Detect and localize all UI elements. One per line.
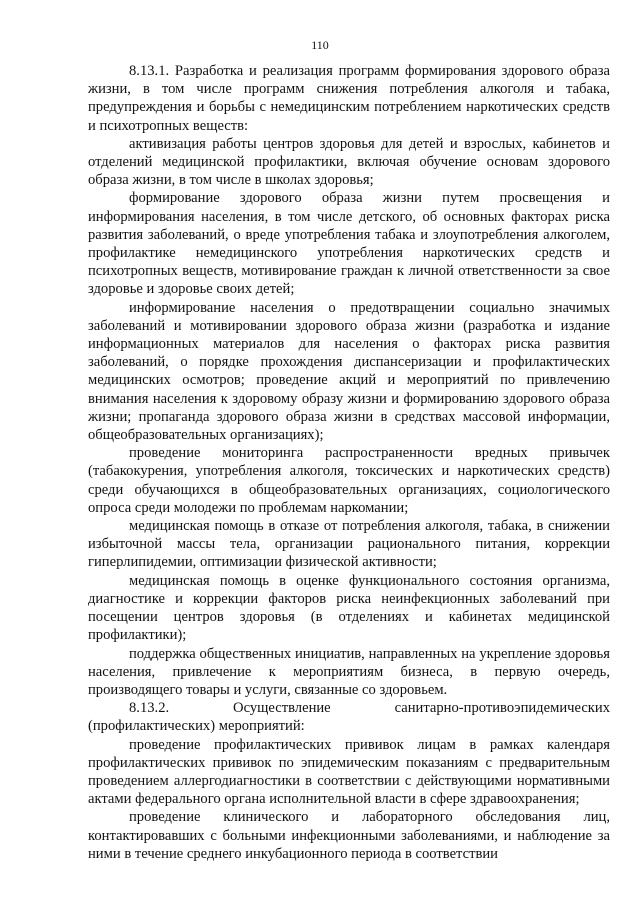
list-paragraph: активизация работы центров здоровья для детей и взрослых, кабинетов и отделений медицинской профилактики, включая обучение основам здорового образа жизни, в том числе в школах здоровья; — [88, 135, 610, 189]
list-paragraph: формирование здорового образа жизни путем просвещения и информирования населения, в том числе детского, об основных факторах риска развития заболеваний, о вреде употребления табака и злоупотребления алкоголем, профилактике немедицинского употребления наркотических средств и психотропных веществ, мотивирование граждан к личной ответственности за свое здоровье и здоровье своих детей; — [88, 190, 610, 298]
list-paragraph: медицинская помощь в оценке функционального состояния организма, диагностике и коррекции факторов риска неинфекционных заболеваний при посещении центров здоровья (в отделениях и кабинетах медицинской профилактики); — [88, 572, 610, 644]
document-body — [88, 62, 610, 863]
section-heading-8-13-2: 8.13.2. Осуществление санитарно-противоэпидемических (профилактических) мероприятий: — [88, 700, 610, 735]
section-heading-8-13-1: 8.13.1. Разработка и реализация программ формирования здорового образа жизни, в том числе программ снижения потребления алкоголя и табака, предупреждения и борьбы с немедицинским потреблением наркотических средств и психотропных веществ: — [88, 63, 610, 134]
list-paragraph: проведение мониторинга распространенности вредных привычек (табакокурения, употребления алкоголя, токсических и наркотических средств) среди обучающихся в общеобразовательных организациях, социологического опроса среди молодежи по проблемам наркомании; — [88, 445, 610, 516]
list-paragraph: поддержка общественных инициатив, направленных на укрепление здоровья населения, привлечение к мероприятиям бизнеса, в первую очередь, производящего товары и услуги, связанные со здоровьем. — [88, 645, 610, 698]
list-paragraph: медицинская помощь в отказе от потребления алкоголя, табака, в снижении избыточной массы тела, организации рационального питания, коррекции гиперлипидемии, оптимизации физической активности; — [88, 518, 610, 571]
list-paragraph: информирование населения о предотвращении социально значимых заболеваний и мотивировании здорового образа жизни (разработка и издание информационных материалов для населения о факторах риска развития заболеваний, о порядке прохождения диспансеризации и профилактических медицинских осмотров; проведение акций и мероприятий по привлечению внимания населения к здоровому образу жизни и формированию здорового образа жизни; пропаганда здорового образа жизни в средствах массовой информации, общеобразовательных организациях); — [88, 299, 610, 444]
page-number: 110 — [311, 38, 329, 52]
list-paragraph: проведение профилактических прививок лицам в рамках календаря профилактических прививок по эпидемическим показаниям с предварительным проведением аллергодиагностики в соответствии с действующими нормативными актами федерального органа исполнительной власти в сфере здравоохранения; — [88, 736, 610, 808]
list-paragraph: проведение клинического и лабораторного обследования лиц, контактировавших с больными инфекционными заболеваниями, и наблюдение за ними в течение среднего инкубационного периода в соответствии — [88, 809, 610, 862]
